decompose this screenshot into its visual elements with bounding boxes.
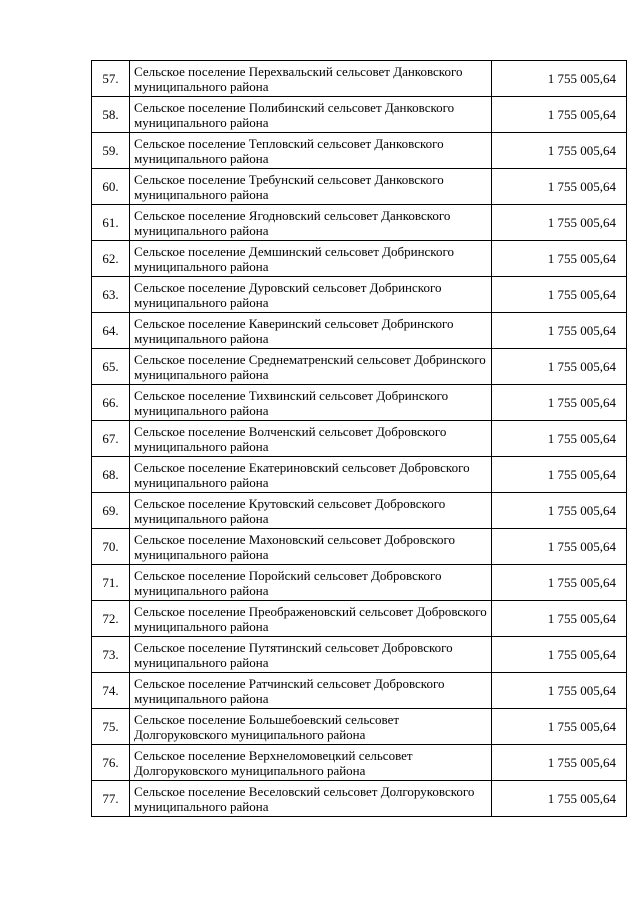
amount-cell: 1 755 005,64: [492, 457, 627, 493]
settlement-name-cell: Сельское поселение Екатериновский сельсовет Добровского муниципального района: [130, 457, 492, 493]
row-number-cell: 62.: [92, 241, 130, 277]
row-number-cell: 66.: [92, 385, 130, 421]
amount-cell: 1 755 005,64: [492, 205, 627, 241]
amount-cell: 1 755 005,64: [492, 349, 627, 385]
settlement-name-cell: Сельское поселение Дуровский сельсовет Добринского муниципального района: [130, 277, 492, 313]
row-number-cell: 69.: [92, 493, 130, 529]
amount-cell: 1 755 005,64: [492, 385, 627, 421]
settlement-name-cell: Сельское поселение Полибинский сельсовет Данковского муниципального района: [130, 97, 492, 133]
table-row: [92, 421, 627, 457]
row-number-cell: 73.: [92, 637, 130, 673]
row-number-cell: 67.: [92, 421, 130, 457]
settlement-name-cell: Сельское поселение Крутовский сельсовет Добровского муниципального района: [130, 493, 492, 529]
row-number-cell: 74.: [92, 673, 130, 709]
row-number-cell: 61.: [92, 205, 130, 241]
settlement-name-cell: Сельское поселение Большебоевский сельсовет Долгоруковского муниципального района: [130, 709, 492, 745]
settlement-name-cell: Сельское поселение Ягодновский сельсовет Данковского муниципального района: [130, 205, 492, 241]
amount-cell: 1 755 005,64: [492, 61, 627, 97]
table-row: [92, 133, 627, 169]
amount-cell: 1 755 005,64: [492, 97, 627, 133]
amount-cell: 1 755 005,64: [492, 313, 627, 349]
amount-cell: 1 755 005,64: [492, 421, 627, 457]
row-number-cell: 57.: [92, 61, 130, 97]
settlement-name-cell: Сельское поселение Среднематренский сельсовет Добринского муниципального района: [130, 349, 492, 385]
amount-cell: 1 755 005,64: [492, 277, 627, 313]
row-number-cell: 64.: [92, 313, 130, 349]
amount-cell: 1 755 005,64: [492, 529, 627, 565]
settlement-name-cell: Сельское поселение Веселовский сельсовет Долгоруковского муниципального района: [130, 781, 492, 817]
settlement-name-cell: Сельское поселение Верхнеломовецкий сельсовет Долгоруковского муниципального района: [130, 745, 492, 781]
amount-cell: 1 755 005,64: [492, 637, 627, 673]
settlement-name-cell: Сельское поселение Путятинский сельсовет Добровского муниципального района: [130, 637, 492, 673]
table-body: [92, 61, 627, 817]
table-row: [92, 493, 627, 529]
table-row: [92, 565, 627, 601]
row-number-cell: 72.: [92, 601, 130, 637]
row-number-cell: 77.: [92, 781, 130, 817]
settlement-name-cell: Сельское поселение Каверинский сельсовет Добринского муниципального района: [130, 313, 492, 349]
amount-cell: 1 755 005,64: [492, 601, 627, 637]
settlement-name-cell: Сельское поселение Перехвальский сельсовет Данковского муниципального района: [130, 61, 492, 97]
settlement-name-cell: Сельское поселение Тихвинский сельсовет Добринского муниципального района: [130, 385, 492, 421]
table-row: [92, 385, 627, 421]
table-row: [92, 673, 627, 709]
table-row: [92, 745, 627, 781]
row-number-cell: 65.: [92, 349, 130, 385]
table-row: [92, 709, 627, 745]
table-row: [92, 529, 627, 565]
row-number-cell: 58.: [92, 97, 130, 133]
table-row: [92, 781, 627, 817]
row-number-cell: 59.: [92, 133, 130, 169]
row-number-cell: 75.: [92, 709, 130, 745]
table-row: [92, 61, 627, 97]
row-number-cell: 71.: [92, 565, 130, 601]
table-row: [92, 457, 627, 493]
settlement-name-cell: Сельское поселение Махоновский сельсовет Добровского муниципального района: [130, 529, 492, 565]
table-row: [92, 349, 627, 385]
amount-cell: 1 755 005,64: [492, 673, 627, 709]
table-row: [92, 241, 627, 277]
amount-cell: 1 755 005,64: [492, 169, 627, 205]
table-row: [92, 637, 627, 673]
amount-cell: 1 755 005,64: [492, 133, 627, 169]
table-row: [92, 97, 627, 133]
amount-cell: 1 755 005,64: [492, 565, 627, 601]
table-row: [92, 601, 627, 637]
table-row: [92, 205, 627, 241]
row-number-cell: 70.: [92, 529, 130, 565]
row-number-cell: 60.: [92, 169, 130, 205]
settlement-name-cell: Сельское поселение Требунский сельсовет Данковского муниципального района: [130, 169, 492, 205]
amount-cell: 1 755 005,64: [492, 781, 627, 817]
table-row: [92, 169, 627, 205]
amount-cell: 1 755 005,64: [492, 493, 627, 529]
amount-cell: 1 755 005,64: [492, 745, 627, 781]
row-number-cell: 76.: [92, 745, 130, 781]
amount-cell: 1 755 005,64: [492, 241, 627, 277]
allocation-table: [91, 60, 627, 817]
settlement-name-cell: Сельское поселение Волченский сельсовет Добровского муниципального района: [130, 421, 492, 457]
settlement-name-cell: Сельское поселение Ратчинский сельсовет Добровского муниципального района: [130, 673, 492, 709]
table-row: [92, 313, 627, 349]
settlement-name-cell: Сельское поселение Преображеновский сельсовет Добровского муниципального района: [130, 601, 492, 637]
row-number-cell: 68.: [92, 457, 130, 493]
row-number-cell: 63.: [92, 277, 130, 313]
settlement-name-cell: Сельское поселение Демшинский сельсовет Добринского муниципального района: [130, 241, 492, 277]
settlement-name-cell: Сельское поселение Поройский сельсовет Добровского муниципального района: [130, 565, 492, 601]
table-row: [92, 277, 627, 313]
settlement-name-cell: Сельское поселение Тепловский сельсовет Данковского муниципального района: [130, 133, 492, 169]
amount-cell: 1 755 005,64: [492, 709, 627, 745]
